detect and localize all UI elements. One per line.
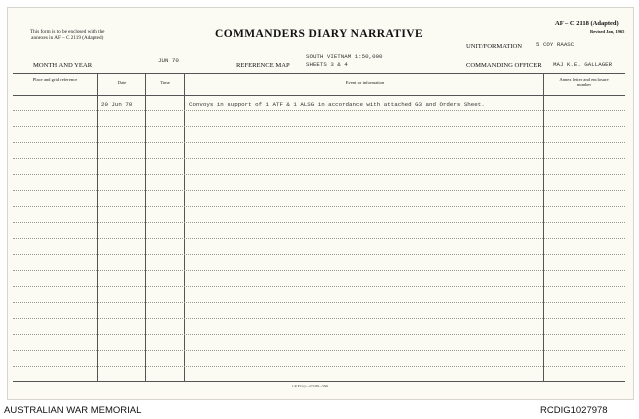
table-top-border <box>13 73 625 74</box>
enclosure-note-line2: annexes in AF – C 2119 (Adapted) <box>31 35 104 41</box>
month-year-label: MONTH AND YEAR <box>33 62 93 69</box>
commanding-officer-value: MAJ K.E. GALLAGER <box>553 61 613 68</box>
enclosure-note-line1: This form is to be enclosed with the <box>30 29 105 35</box>
reference-map-label: REFERENCE MAP <box>236 62 290 69</box>
column-header-event: Event or information <box>345 80 385 85</box>
unit-formation-value: 5 COY RAASC <box>536 41 575 48</box>
form-title: COMMANDERS DIARY NARRATIVE <box>215 28 424 40</box>
column-header-date: Date <box>117 80 127 85</box>
printer-imprint: 1 R P Coy—271/69—55m <box>292 384 329 388</box>
archive-credit: AUSTRALIAN WAR MEMORIAL <box>4 405 142 416</box>
column-header-annex: Annex letter and enclosure number <box>559 77 609 87</box>
reference-map-line1: SOUTH VIETNAM 1:50,000 <box>306 53 383 60</box>
table-header-divider <box>13 95 625 96</box>
commanding-officer-label: COMMANDING OFFICER <box>466 62 542 69</box>
enclosure-note <box>30 29 104 41</box>
record-identifier: RCDIG1027978 <box>540 405 608 416</box>
form-revision: Revised Jan, 1965 <box>590 29 625 34</box>
reference-map-line2: SHEETS 3 & 4 <box>306 61 348 68</box>
unit-formation-label: UNIT/FORMATION <box>466 43 523 50</box>
row-date: 20 Jun 70 <box>101 101 133 108</box>
month-year-value: JUN 70 <box>158 57 179 64</box>
form-code: AF – C 2118 (Adapted) <box>555 20 619 27</box>
column-header-time: Time <box>160 80 170 85</box>
row-event: Convoys in support of 1 ATF & 1 ALSG in accordance with attached G3 and Orders Sheet. <box>189 101 485 108</box>
column-header-place: Place and grid reference <box>32 77 78 82</box>
table-bottom-border <box>13 381 625 382</box>
